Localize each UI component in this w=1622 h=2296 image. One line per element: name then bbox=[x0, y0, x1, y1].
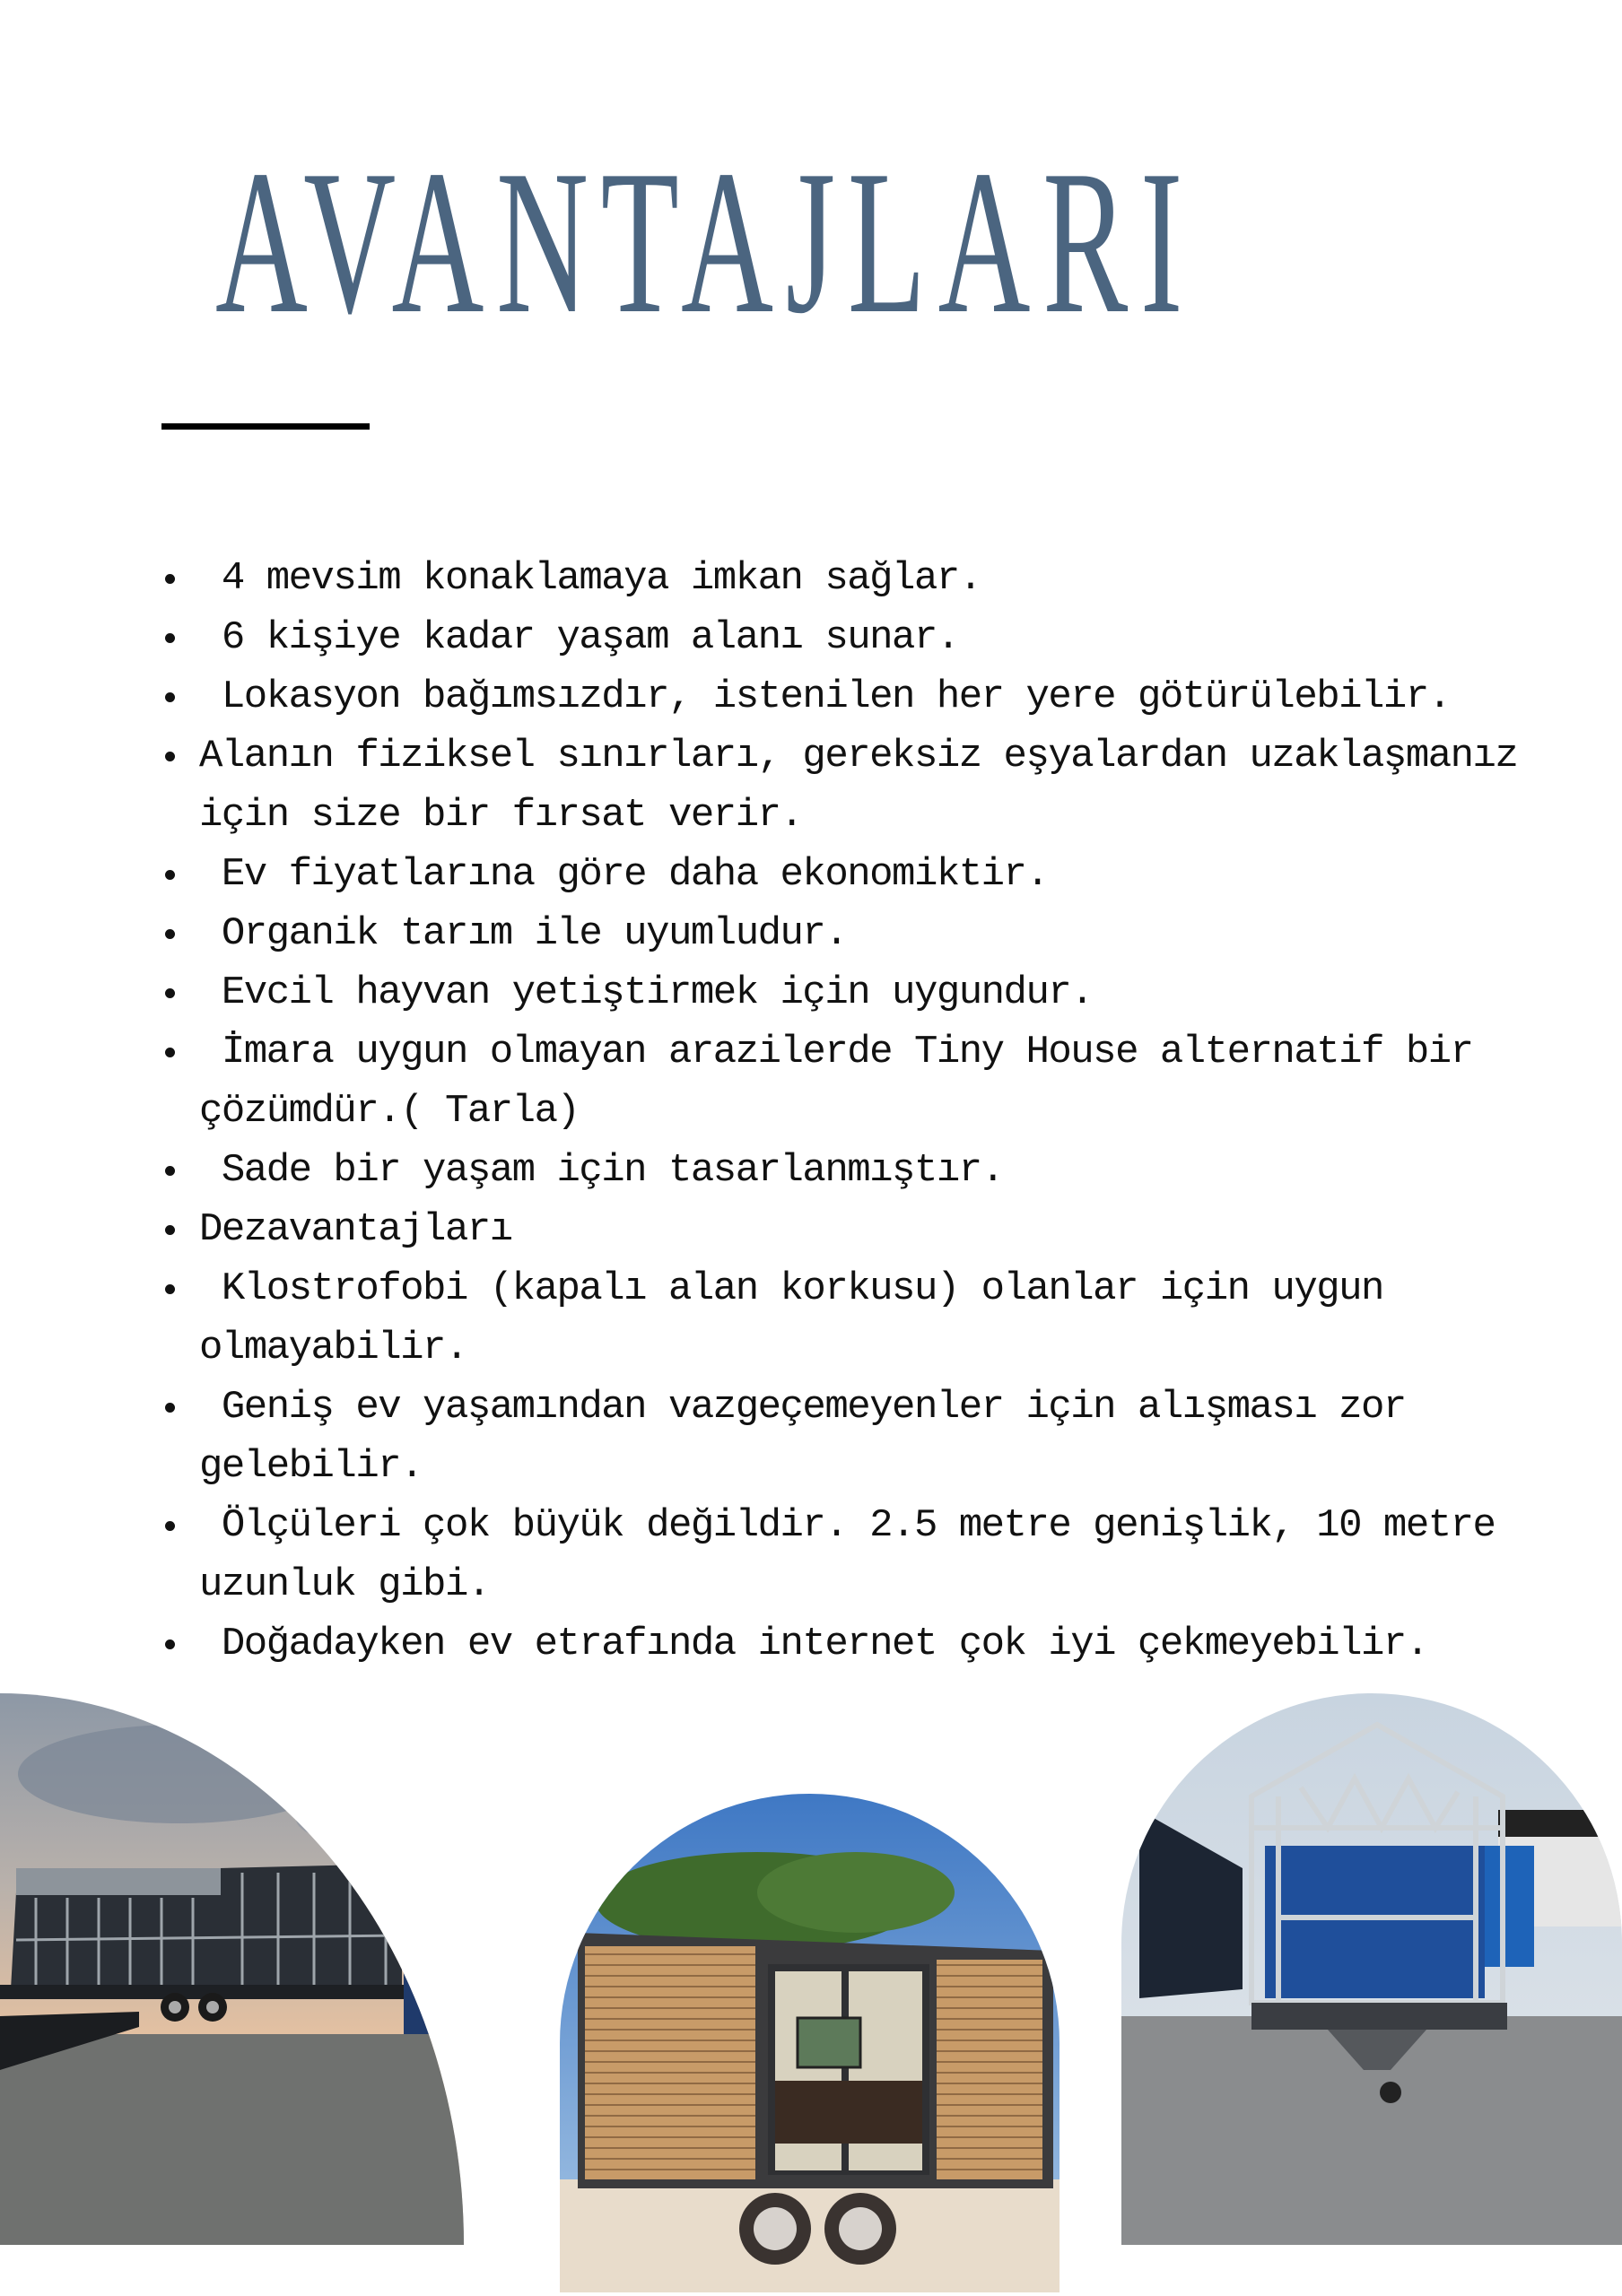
bullet-icon bbox=[165, 929, 175, 939]
list-item-heading: Dezavantajları bbox=[161, 1200, 1561, 1259]
feature-list bbox=[161, 549, 1561, 1674]
list-item: Doğadayken ev etrafında internet çok iyi çekmeyebilir. bbox=[161, 1614, 1561, 1674]
list-item: 4 mevsim konaklamaya imkan sağlar. bbox=[161, 549, 1561, 608]
list-item: Lokasyon bağımsızdır, istenilen her yere götürülebilir. bbox=[161, 667, 1561, 726]
list-item: Ölçüleri çok büyük değildir. 2.5 metre genişlik, 10 metre uzunluk gibi. bbox=[161, 1496, 1561, 1614]
photo-steel-frame-front bbox=[1121, 1693, 1622, 2245]
bullet-icon bbox=[165, 633, 175, 643]
bullet-icon bbox=[165, 1048, 175, 1057]
bullet-icon bbox=[165, 692, 175, 702]
bullet-icon bbox=[165, 1639, 175, 1649]
list-item: Geniş ev yaşamından vazgeçemeyenler için alışması zor gelebilir. bbox=[161, 1378, 1561, 1496]
list-item: Sade bir yaşam için tasarlanmıştır. bbox=[161, 1141, 1561, 1200]
list-item: 6 kişiye kadar yaşam alanı sunar. bbox=[161, 608, 1561, 667]
bullet-icon bbox=[165, 1166, 175, 1176]
photo-steel-frame-sunset bbox=[0, 1693, 464, 2245]
list-item: Klostrofobi (kapalı alan korkusu) olanlar için uygun olmayabilir. bbox=[161, 1259, 1561, 1378]
bullet-icon bbox=[165, 870, 175, 880]
bullet-icon bbox=[165, 752, 175, 761]
bullet-icon bbox=[165, 1403, 175, 1413]
list-item: İmara uygun olmayan arazilerde Tiny House alternatif bir çözümdür.( Tarla) bbox=[161, 1022, 1561, 1141]
list-item: Ev fiyatlarına göre daha ekonomiktir. bbox=[161, 845, 1561, 904]
list-item: Alanın fiziksel sınırları, gereksiz eşyalardan uzaklaşmanız için size bir fırsat verir. bbox=[161, 726, 1561, 845]
photo-wooden-tiny-house bbox=[560, 1794, 1060, 2292]
page-title: AVANTAJLARI bbox=[215, 127, 1196, 356]
bullet-icon bbox=[165, 988, 175, 998]
bullet-icon bbox=[165, 1225, 175, 1235]
bullet-icon bbox=[165, 574, 175, 584]
title-divider bbox=[161, 423, 370, 430]
bullet-icon bbox=[165, 1284, 175, 1294]
bullet-icon bbox=[165, 1521, 175, 1531]
list-item: Organik tarım ile uyumludur. bbox=[161, 904, 1561, 963]
list-item: Evcil hayvan yetiştirmek için uygundur. bbox=[161, 963, 1561, 1022]
